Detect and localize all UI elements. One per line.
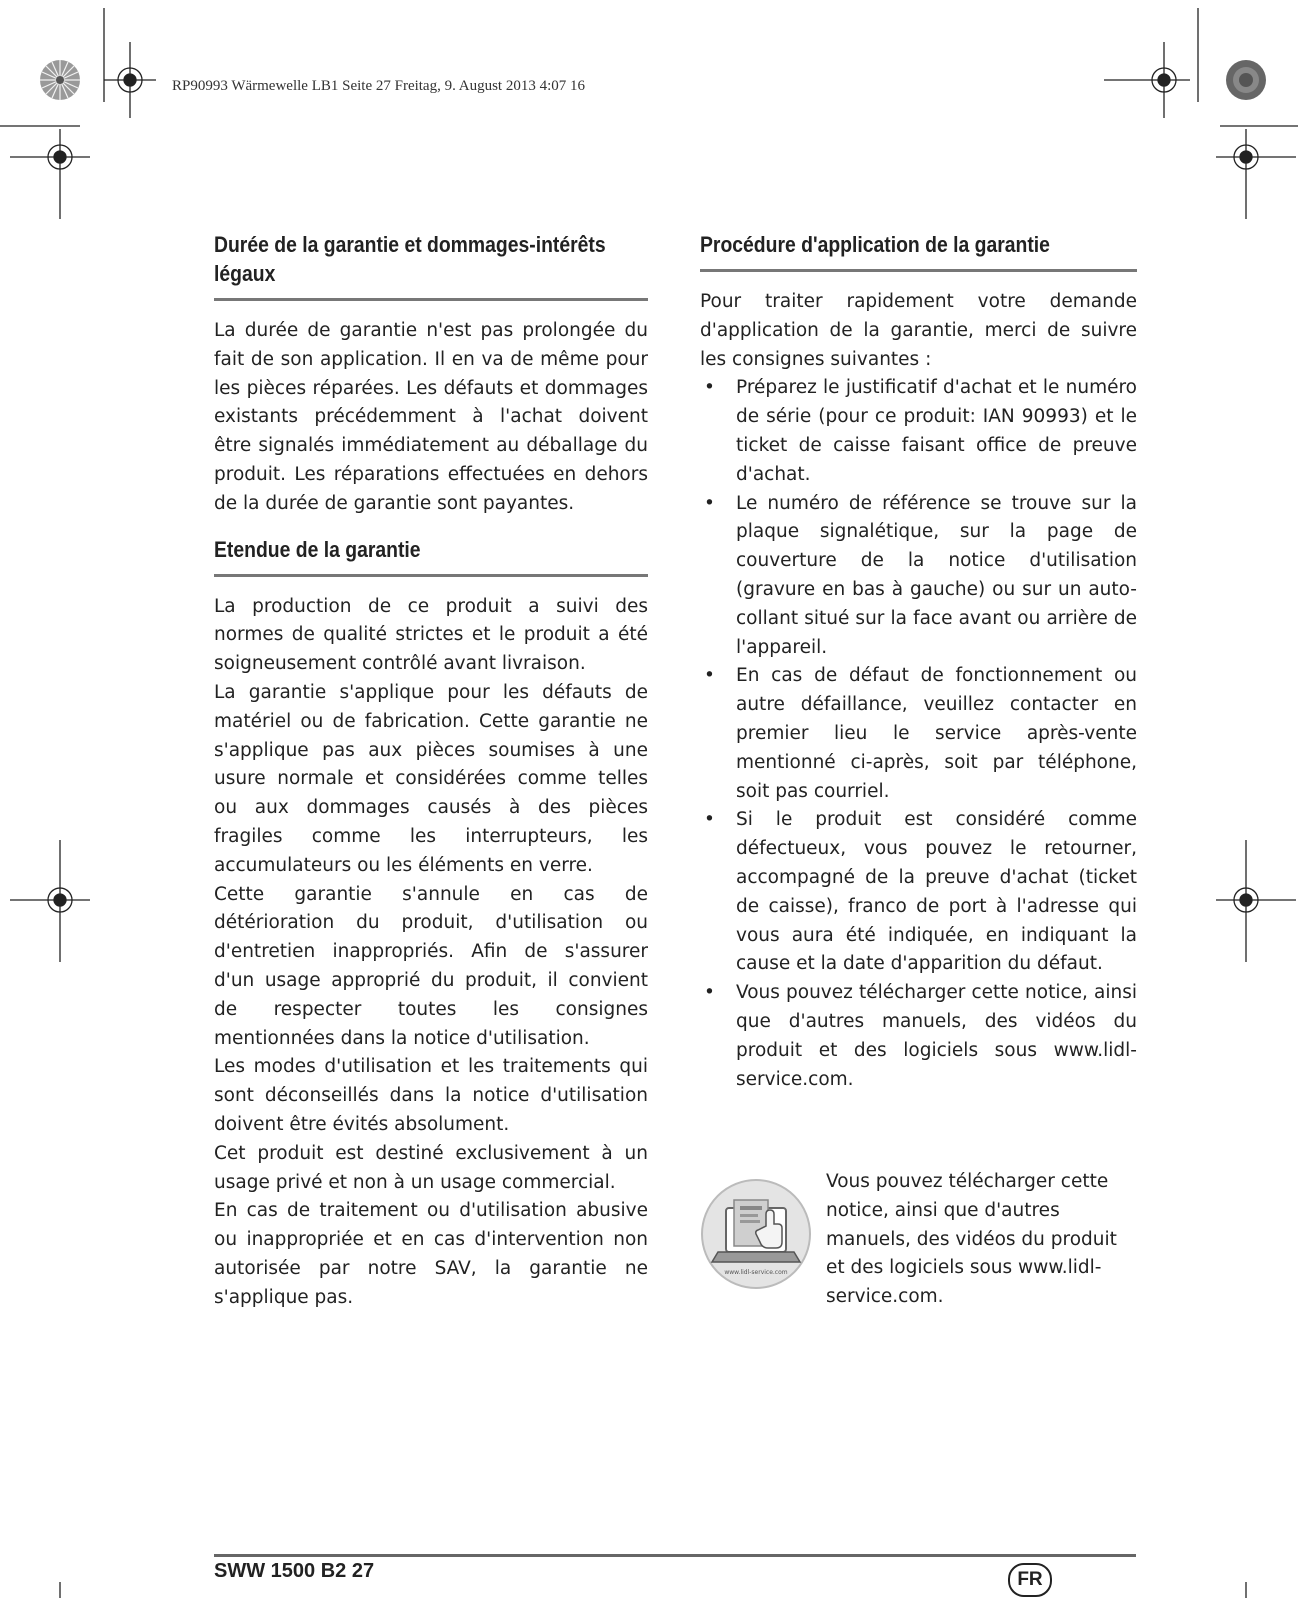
print-header: RP90993 Wärmewelle LB1 Seite 27 Freitag, 9. August 2013 4:07 16 bbox=[172, 78, 586, 94]
download-text: Vous pouvez télécharger cette notice, ainsi que d'autres manuels, des vidéos du produit et des logiciels sous www.lidl-service.com. bbox=[826, 1171, 1117, 1308]
scope-paragraph: La production de ce produit a suivi des normes de qualité strictes et le produit a été soigneusement contrôlé avant livraison. bbox=[214, 595, 648, 675]
download-manual-laptop-icon bbox=[700, 1178, 812, 1290]
list-item: • Vous pouvez télécharger cette notice, ainsi que d'autres manuels, des vidéos du produit et des logiciels sous www.lidl-service.com. bbox=[700, 979, 1137, 1094]
left-column bbox=[214, 230, 648, 1313]
section-rule bbox=[214, 298, 648, 301]
procedure-intro: Pour traiter rapidement votre demande d'application de la garantie, merci de suivre les consignes suivantes : bbox=[700, 291, 1137, 370]
scope-paragraph: Cet produit est destiné exclusivement à un usage privé et non à un usage commercial. bbox=[214, 1142, 648, 1193]
icon-caption: www.lidl-service.com bbox=[724, 1269, 788, 1276]
section-body-duration: La durée de garantie n'est pas prolongée du fait de son application. Il en va de même pour les pièces réparées. Les défauts et dommages existants précédemment à l'achat doivent être signalés immédiatement au déballage du produit. Les réparations effectuées en dehors de la durée de garantie sont payantes. bbox=[214, 320, 648, 514]
procedure-list bbox=[700, 374, 1137, 1094]
list-item: • En cas de défaut de fonctionnement ou autre défaillance, veuillez contacter en premier lieu le service après-vente mentionné ci-après, soit par téléphone, soit pas courriel. bbox=[700, 662, 1137, 806]
section-title-duration: Durée de la garantie et dommages-intérêts légaux bbox=[214, 232, 606, 286]
right-column bbox=[700, 230, 1137, 1094]
scope-paragraph: La garantie s'applique pour les défauts de matériel ou de fabrication. Cette garantie ne s'applique pas aux pièces soumises à une usure normale et considérées comme telles ou aux dommages causés à des pièces fragiles comme les interrupteurs, les accumulateurs ou les éléments en verre. bbox=[214, 681, 648, 876]
list-item: • Le numéro de référence se trouve sur la plaque signalétique, sur la page de couverture de la notice d'utilisation (gravure en bas à gauche) ou sur un auto-collant situé sur la face avant ou arrière de l'appareil. bbox=[700, 490, 1137, 663]
section-rule bbox=[214, 574, 648, 577]
footer-model-page: SWW 1500 B2 27 bbox=[214, 1560, 375, 1582]
language-badge: FR bbox=[1008, 1563, 1052, 1597]
scope-paragraph: En cas de traitement ou d'utilisation abusive ou inappropriée et en cas d'intervention non autorisée par notre SAV, la garantie ne s'applique pas. bbox=[214, 1200, 648, 1308]
footer-rule bbox=[214, 1554, 1136, 1557]
registration-disc-right bbox=[1226, 60, 1266, 100]
registration-disc-left bbox=[40, 60, 80, 100]
section-rule bbox=[700, 269, 1137, 272]
list-item: • Si le produit est considéré comme défectueux, vous pouvez le retourner, accompagné de la preuve d'achat (ticket de caisse), franco de port à l'adresse qui vous aura été indiquée, en indiquant la cause et la date d'apparition du défaut. bbox=[700, 806, 1137, 979]
scope-paragraph: Cette garantie s'annule en cas de détérioration du produit, d'utilisation ou d'entretien inappropriés. Afin de s'assurer d'un usage approprié du produit, il convient de respecter toutes les consignes mentionnées dans la notice d'utilisation. bbox=[214, 883, 648, 1049]
scope-paragraph: Les modes d'utilisation et les traitements qui sont déconseillés dans la notice d'utilisation doivent être évités absolument. bbox=[214, 1056, 648, 1135]
section-title-scope: Etendue de la garantie bbox=[214, 536, 421, 562]
list-item: • Préparez le justificatif d'achat et le numéro de série (pour ce produit: IAN 90993) et le ticket de caisse faisant office de preuve d'achat. bbox=[700, 374, 1137, 489]
download-info-box bbox=[700, 1168, 1137, 1318]
section-title-procedure: Procédure d'application de la garantie bbox=[700, 232, 1050, 257]
